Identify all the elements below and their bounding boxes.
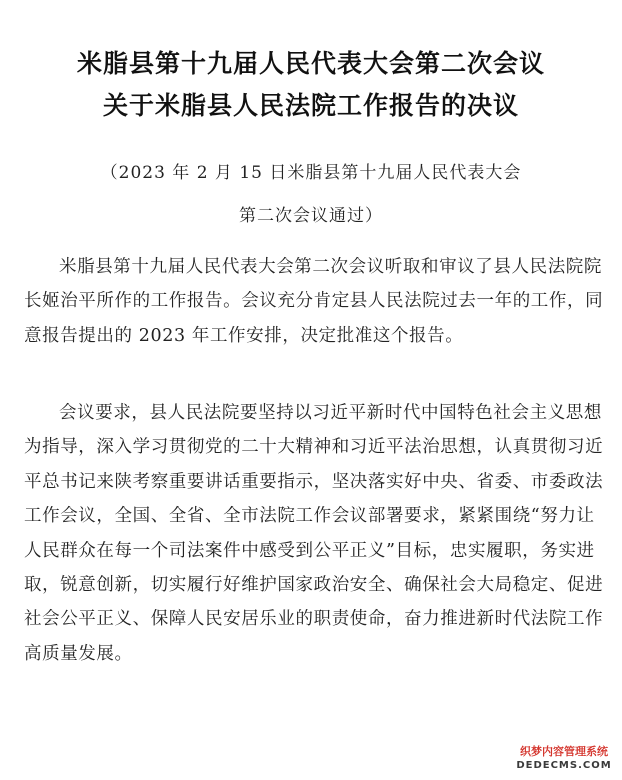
dedecms-watermark-logo (512, 744, 616, 774)
watermark-text-cn: 织梦内容管理系统 (520, 745, 608, 758)
body-paragraph-1: 米脂县第十九届人民代表大会第二次会议听取和审议了县人民法院院长姬治平所作的工作报告。会议充分肯定县人民法院过去一年的工作，同意报告提出的 2023 年工作安排，决定批准这个报告。 (24, 257, 604, 346)
adoption-note-line-1: （2023 年 2 月 15 日米脂县第十九届人民代表大会 (100, 163, 522, 183)
watermark-text-en: DEDECMS.COM (516, 760, 612, 771)
adoption-note-line-2: 第二次会议通过） (239, 206, 383, 226)
document-title-line-2: 关于米脂县人民法院工作报告的决议 (102, 91, 519, 120)
document-title-line-1: 米脂县第十九届人民代表大会第二次会议 (76, 49, 545, 78)
body-paragraph-2: 会议要求，县人民法院要坚持以习近平新时代中国特色社会主义思想为指导，深入学习贯彻党的二十大精神和习近平法治思想，认真贯彻习近平总书记来陕考察重要讲话重要指示，坚决落实好中央、省委、市委政法工作会议，全国、全省、全市法院工作会议部署要求，紧紧围绕“努力让人民群众在每一个司法案件中感受到公平正义”目标，忠实履职，务实进取，锐意创新，切实履行好维护国家政治安全、确保社会大局稳定、促进社会公平正义、保障人民安居乐业的职责使命，奋力推进新时代法院工作高质量发展。 (24, 403, 604, 664)
